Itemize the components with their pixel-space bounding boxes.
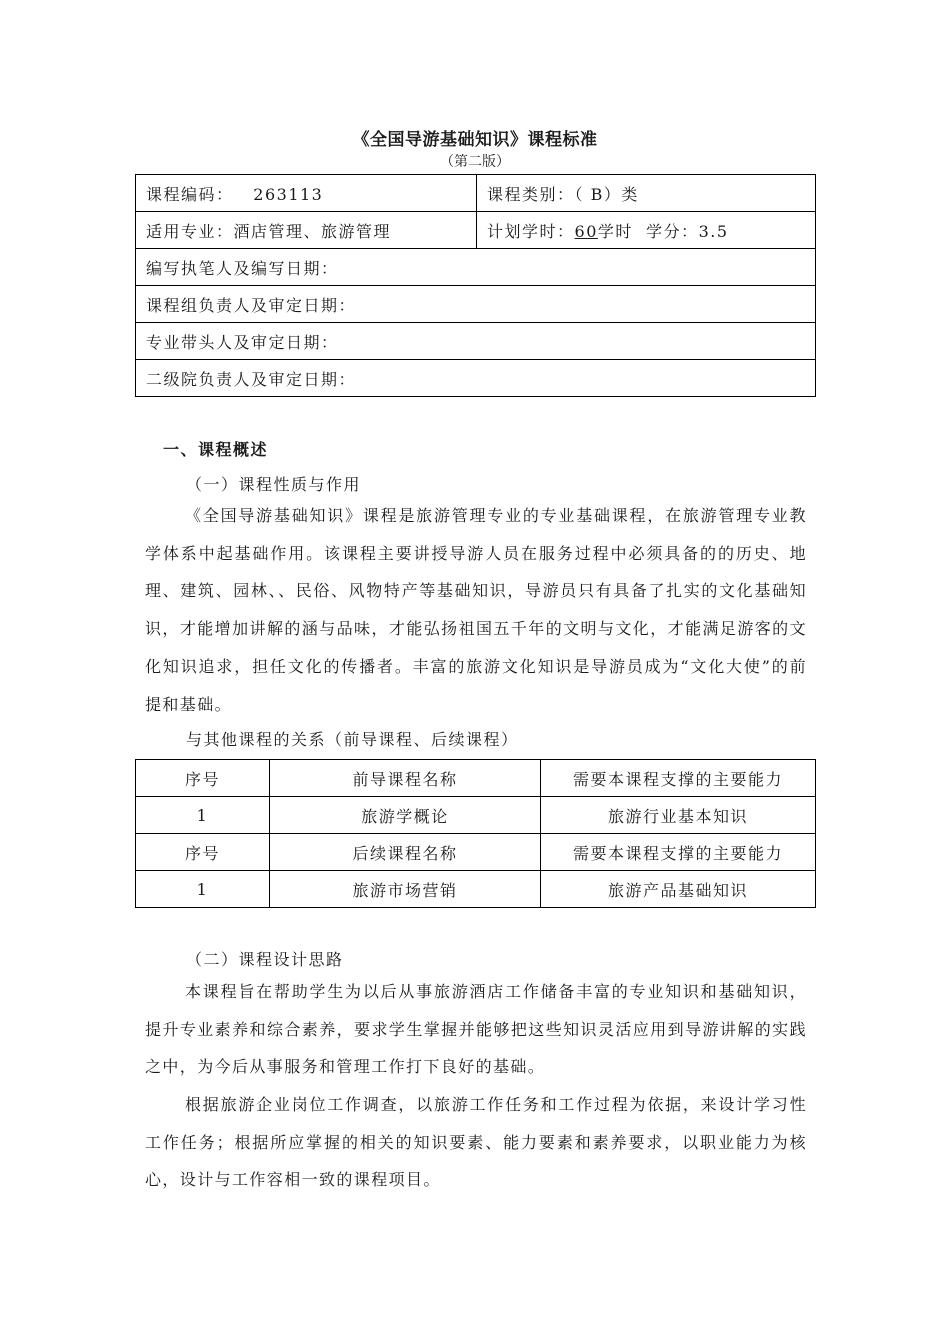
header-cell: 后续课程名称 [270,834,541,871]
section-heading: 一、课程概述 [163,440,269,459]
table-cell: 1 [136,871,270,908]
table-row [136,360,816,397]
table-header-row [136,834,816,871]
table-cell: 旅游学概论 [270,797,541,834]
document-title: 《全国导游基础知识》课程标准 [352,130,598,150]
table-header-row [136,760,816,797]
group-lead-cell: 课程组负责人及审定日期： [136,286,816,323]
relation-caption: 与其他课程的关系（前导课程、后续课程） [186,730,519,749]
course-category-label: 课程类别： [487,184,575,204]
subsection-heading-design: （二）课程设计思路 [186,950,344,969]
paragraph-design-2: 根据旅游企业岗位工作调查，以旅游工作任务和工作过程为依据，来设计学习性工作任务；根据所应掌握的相关的知识要素、能力要素和素养要求，以职业能力为核心，设计与工作容相一致的课程项目。 [145,1095,807,1190]
hours-value: 60 [574,221,598,241]
major-cell [136,212,477,249]
major-lead-cell: 专业带头人及审定日期： [136,323,816,360]
table-cell: 旅游行业基本知识 [541,797,816,834]
table-row [136,323,816,360]
hours-unit: 学时 [597,221,633,241]
header-cell: 序号 [136,834,270,871]
table-row [136,249,816,286]
table-row [136,212,816,249]
header-cell: 序号 [136,760,270,797]
subsection-heading-nature: （一）课程性质与作用 [186,475,362,494]
course-info-table [135,174,816,397]
paragraph-design-1: 本课程旨在帮助学生为以后从事旅游酒店工作储备丰富的专业知识和基础知识，提升专业素养和综合素养，要求学生掌握并能够把这些知识灵活应用到导游讲解的实践之中，为今后从事服务和管理工作打下良好的基础。 [145,982,807,1077]
table-row [136,286,816,323]
header-cell: 需要本课程支撑的主要能力 [541,834,816,871]
course-code-cell [136,175,477,212]
major-label: 适用专业： [146,221,234,241]
major-value: 酒店管理、旅游管理 [233,221,392,241]
table-row [136,871,816,908]
course-relation-table [135,759,816,908]
header-cell: 前导课程名称 [270,760,541,797]
course-category-value: （ B）类 [574,184,639,204]
header-cell: 需要本课程支撑的主要能力 [541,760,816,797]
credit-label: 学分： [646,221,699,241]
author-cell: 编写执笔人及编写日期： [136,249,816,286]
hours-credit-cell [477,212,816,249]
table-cell: 旅游产品基础知识 [541,871,816,908]
table-row [136,797,816,834]
paragraph-course-nature: 《全国导游基础知识》课程是旅游管理专业的专业基础课程，在旅游管理专业教学体系中起基础作用。该课程主要讲授导游人员在服务过程中必须具备的的历史、地理、建筑、园林、、民俗、风物特产等基础知识，导游员只有具备了扎实的文化基础知识，才能增加讲解的涵与品味，才能弘扬祖国五千年的文明与文化，才能满足游客的文化知识追求，担任文化的传播者。丰富的旅游文化知识是导游员成为“文化大使”的前提和基础。 [145,506,807,714]
course-code-label: 课程编码： [146,184,234,204]
table-row [136,175,816,212]
table-cell: 1 [136,797,270,834]
dean-cell: 二级院负责人及审定日期： [136,360,816,397]
hours-label: 计划学时： [487,221,575,241]
credit-value: 3.5 [698,221,729,241]
course-code-value: 263113 [253,184,324,204]
table-cell: 旅游市场营销 [270,871,541,908]
course-category-cell [477,175,816,212]
edition-label: （第二版） [440,154,510,170]
